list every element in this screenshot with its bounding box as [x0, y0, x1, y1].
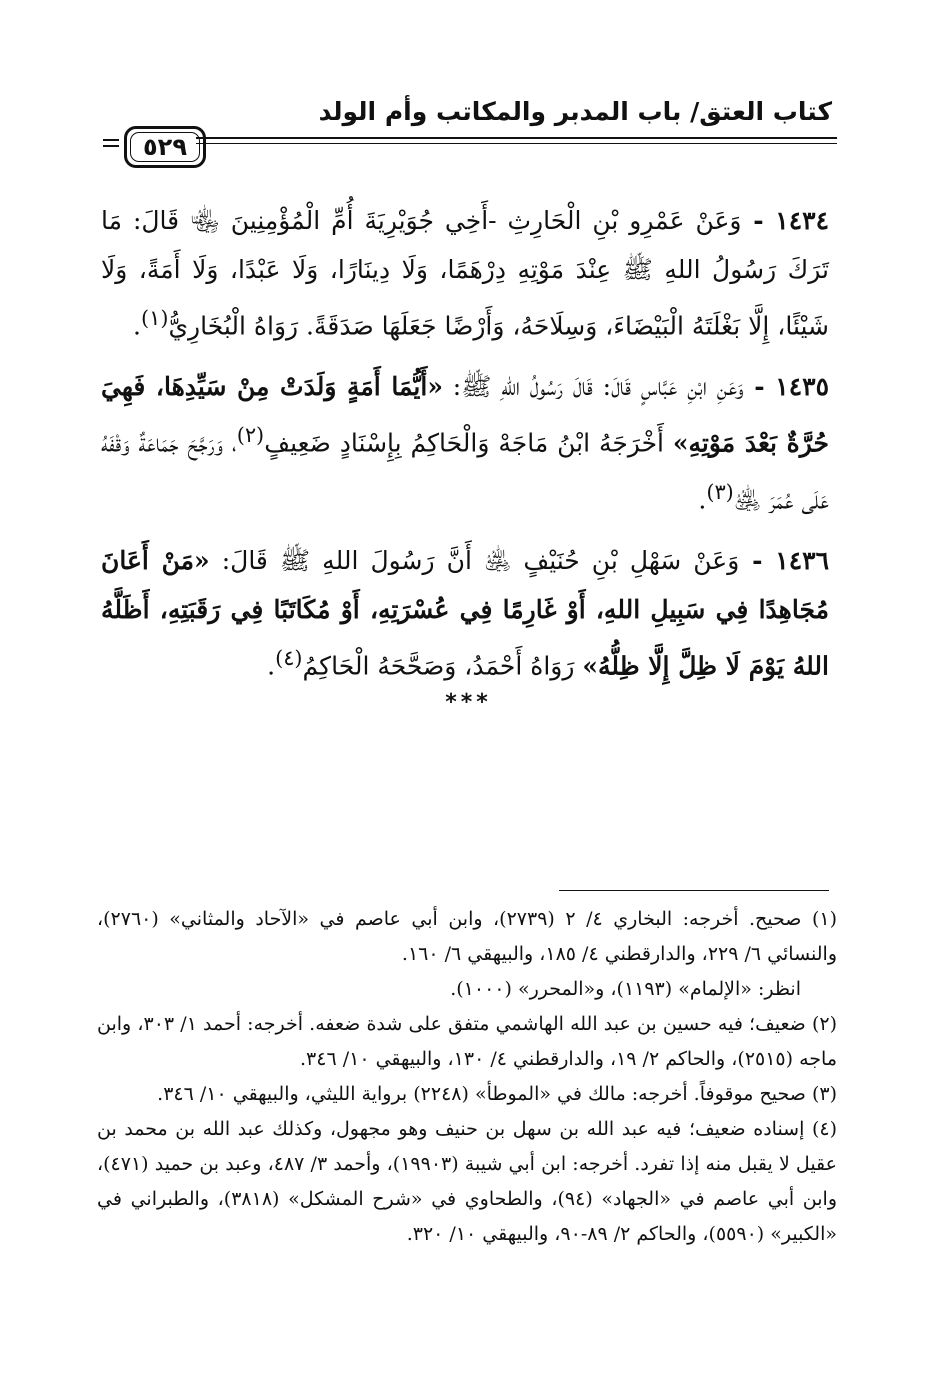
header-rule-left: [103, 139, 119, 147]
hadith-end: .: [133, 311, 141, 341]
running-header-title: كتاب العتق/ باب المدبر والمكاتب وأم الولد: [318, 97, 832, 126]
prophetic-saying: «أَيُّمَا أَمَةٍ وَلَدَتْ مِنْ سَيِّدِهَا، فَهِيَ حُرَّةٌ بَعْدَ مَوْتِهِ»: [101, 372, 829, 458]
hadith-end: .: [267, 651, 276, 681]
footnotes: [97, 902, 837, 1252]
main-text: [101, 196, 829, 702]
footnote-marker: (١): [140, 306, 169, 330]
footnote-marker: (٢): [236, 423, 265, 448]
footnote-4: (٤) إسناده ضعيف؛ فيه عبد الله بن سهل بن حنيف وهو مجهول، وكذلك عبد الله بن محمد بن عقيل لا يقبل منه إذا تفرد. أخرجه: ابن أبي شيبة (١٩٩٠٣)، وأحمد ٣/ ٤٨٧، وعبد بن حميد (٤٧١)، وابن أبي عاصم في «الجهاد» (٩٤)، والطحاوي في «شرح المشكل» (٣٨١٨)، والطبراني في «الكبير» (٥٥٩٠)، والحاكم ٢/ ٨٩-٩٠، والبيهقي ١٠/ ٣٢٠.: [97, 1118, 838, 1245]
footnote-3: (٣) صحيح موقوفاً. أخرجه: مالك في «الموطأ» (٢٢٤٨) برواية الليثي، والبيهقي ١٠/ ٣٤٦.: [157, 1083, 837, 1105]
section-separator: ***: [445, 690, 492, 715]
footnote-2: (٢) ضعيف؛ فيه حسين بن عبد الله الهاشمي متفق على شدة ضعفه. أخرجه: أحمد ١/ ٣٠٣، وابن ماجه (٢٥١٥)، والحاكم ٢/ ١٩، والدارقطني ٤/ ١٣٠، والبيهقي ١٠/ ٣٤٦.: [97, 1013, 837, 1070]
hadith-end: .: [698, 484, 707, 514]
hadith-text: أَخْرَجَهُ ابْنُ مَاجَهْ وَالْحَاكِمُ بِإِسْنَادٍ ضَعِيفٍ: [264, 428, 673, 458]
footnote-1-see-also: انظر: «الإلمام» (١١٩٣)، و«المحرر» (١٠٠٠).: [450, 978, 801, 1000]
hadith-text: وَعَنْ سَهْلِ بْنِ حُنَيْفٍ ﵁ أَنَّ رَسُولَ اللهِ ﷺ قَالَ:: [209, 545, 740, 575]
hadith-number: ١٤٣٥ -: [743, 372, 829, 402]
hadith-number: ١٤٣٦ -: [739, 545, 829, 575]
hadith-text: رَوَاهُ أَحْمَدُ، وَصَحَّحَهُ الْحَاكِمُ: [302, 651, 583, 681]
page-number: ٥٢٩: [124, 126, 206, 168]
footnote-rule: [559, 890, 829, 891]
hadith-text: وَعَنِ ابْنِ عَبَّاسٍ قَالَ: قَالَ رَسُولُ اللهِ ﷺ:: [442, 372, 744, 402]
hadith-number: ١٤٣٤ -: [741, 206, 829, 235]
header-rule: [196, 137, 837, 144]
hadith-1436: [101, 536, 829, 690]
prophetic-saying: «مَنْ أَعَانَ مُجَاهِدًا فِي سَبِيلِ اللهِ، أَوْ غَارِمًا فِي عُسْرَتِهِ، أَوْ مُكَاتَبًا فِي رَقَبَتِهِ، أَظَلَّهُ اللهُ يَوْمَ لَا ظِلَّ إِلَّا ظِلُّهُ»: [101, 545, 829, 681]
hadith-text: ، وَرَجَّحَ جَمَاعَةٌ وَقْفَهُ عَلَى عُمَرَ ﵁: [101, 428, 829, 514]
hadith-1434: [101, 196, 829, 350]
hadith-1435: [101, 362, 829, 524]
hadith-text: وَعَنْ عَمْرِو بْنِ الْحَارِثِ -أَخِي جُوَيْرِيَةَ أُمِّ الْمُؤْمِنِينَ ﵄ قَالَ: مَا تَرَكَ رَسُولُ اللهِ ﷺ عِنْدَ مَوْتِهِ دِرْهَمًا، وَلَا دِينَارًا، وَلَا عَبْدًا، وَلَا أَمَةً، وَلَا شَيْئًا، إِلَّا بَغْلَتَهُ الْبَيْضَاءَ، وَسِلَاحَهُ، وَأَرْضًا جَعَلَهَا صَدَقَةً. رَوَاهُ الْبُخَارِيُّ: [101, 206, 829, 341]
footnote-marker: (٤): [275, 645, 303, 670]
footnote-marker: (٣): [706, 479, 734, 504]
footnote-1: (١) صحيح. أخرجه: البخاري ٤/ ٢ (٢٧٣٩)، وابن أبي عاصم في «الآحاد والمثاني» (٢٧٦٠)، والنسائي ٦/ ٢٢٩، والدارقطني ٤/ ١٨٥، والبيهقي ٦/ ١٦٠.: [97, 908, 838, 965]
